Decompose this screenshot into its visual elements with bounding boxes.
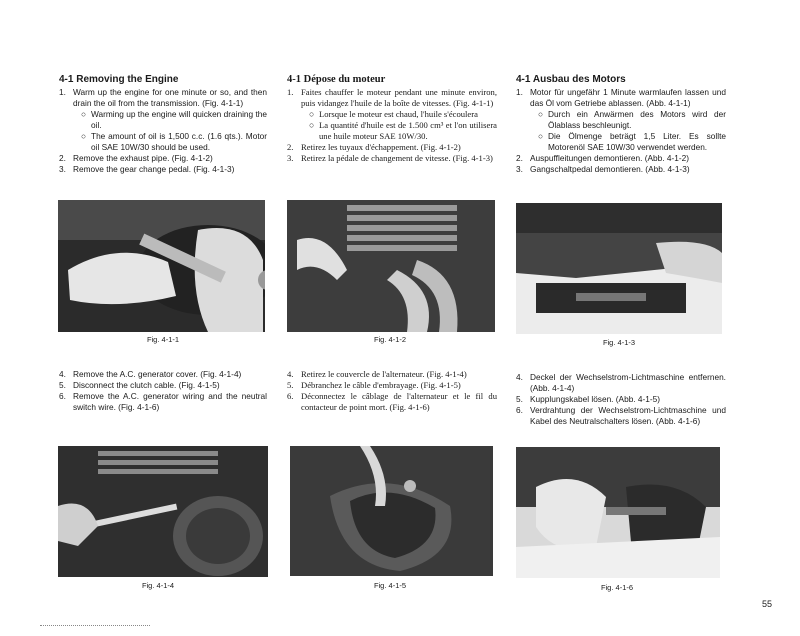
step-text: Gangschaltpedal demontieren. (Abb. 4-1-3): [530, 164, 690, 174]
step-text: Auspuffleitungen demontieren. (Abb. 4-1-2): [530, 153, 689, 163]
step-number: 5.: [59, 380, 66, 390]
step-number: 1.: [59, 87, 66, 97]
step-item: [516, 164, 726, 175]
note-item: [538, 109, 726, 131]
caption-fig-4-1-2: Fig. 4-1-2: [373, 335, 407, 344]
step-text: Retirez la pédale de changement de vitesse. (Fig. 4-1-3): [301, 153, 493, 163]
english-bottom-section: [59, 369, 267, 413]
bullet-circle-icon: ○: [309, 120, 315, 130]
french-steps-continued: [287, 369, 497, 413]
german-steps-continued: [516, 372, 726, 427]
step-text: Remove the A.C. generator cover. (Fig. 4-1-4): [73, 369, 242, 379]
english-steps: [59, 87, 267, 175]
footer-rule: [40, 625, 150, 626]
step-text: Déconnectez le câblage de l'alternateur et le fil du contacteur de point mort. (Fig. 4-1-6): [301, 391, 497, 412]
caption-fig-4-1-6: Fig. 4-1-6: [600, 583, 634, 592]
step-item: [516, 372, 726, 394]
step-item: [287, 142, 497, 153]
note-item: [309, 109, 497, 120]
step-number: 1.: [287, 87, 294, 97]
step-number: 4.: [516, 372, 523, 382]
english-steps-continued: [59, 369, 267, 413]
french-steps: [287, 87, 497, 164]
step-text: Remove the gear change pedal. (Fig. 4-1-3): [73, 164, 235, 174]
german-steps: [516, 87, 726, 175]
photo-fig-4-1-1: [58, 200, 265, 332]
step-number: 2.: [516, 153, 523, 163]
step-text: Kupplungskabel lösen. (Abb. 4-1-5): [530, 394, 661, 404]
step-item: [59, 153, 267, 164]
german-heading: 4-1 Ausbau des Motors: [516, 74, 626, 85]
step-number: 2.: [59, 153, 66, 163]
step-item: [59, 380, 267, 391]
step-number: 5.: [516, 394, 523, 404]
note-text: Durch ein Anwärmen des Motors wird der Ölablass beschleunigt.: [548, 109, 726, 130]
english-heading: 4-1 Removing the Engine: [59, 74, 179, 85]
step-number: 6.: [516, 405, 523, 415]
step-text: Remove the A.C. generator wiring and the neutral switch wire. (Fig. 4-1-6): [73, 391, 267, 412]
step-text: Disconnect the clutch cable. (Fig. 4-1-5): [73, 380, 220, 390]
note-text: Lorsque le moteur est chaud, l'huile s'écoulera: [319, 109, 478, 119]
note-text: Warming up the engine will quicken draining the oil.: [91, 109, 267, 130]
bullet-circle-icon: ○: [309, 109, 315, 119]
step-text: Motor für ungefähr 1 Minute warmlaufen lassen und das Öl vom Getriebe ablassen. (Abb. 4-1-1): [530, 87, 726, 108]
note-item: [309, 120, 497, 142]
note-text: The amount of oil is 1,500 c.c. (1.6 qts.). Motor oil SAE 10W/30 should be used.: [91, 131, 267, 152]
step-item: [287, 87, 497, 109]
step-text: Verdrahtung der Wechselstrom-Lichtmaschine und Kabel des Neutralschalters lösen. (Abb. 4-1-6): [530, 405, 726, 426]
german-top-section: [516, 74, 726, 175]
english-top-section: [59, 74, 267, 175]
step-text: Deckel der Wechselstrom-Lichtmaschine entfernen. (Abb. 4-1-4): [530, 372, 726, 393]
step-text: Débranchez le câble d'embrayage. (Fig. 4-1-5): [301, 380, 461, 390]
bullet-circle-icon: ○: [538, 131, 544, 141]
step-item: [516, 87, 726, 109]
step-text: Remove the exhaust pipe. (Fig. 4-1-2): [73, 153, 213, 163]
german-bottom-section: [516, 372, 726, 427]
page-number: 55: [761, 599, 772, 609]
bullet-circle-icon: ○: [81, 131, 87, 141]
step-item: [287, 369, 497, 380]
note-item: [81, 131, 267, 153]
step-number: 1.: [516, 87, 523, 97]
step-number: 4.: [59, 369, 66, 379]
french-bottom-section: [287, 369, 497, 413]
photo-fig-4-1-4: [58, 446, 268, 577]
note-item: [538, 131, 726, 153]
note-text: La quantité d'huile est de 1.500 cm³ et l'on utilisera une huile moteur SAE 10W/30.: [319, 120, 497, 141]
step-number: 3.: [516, 164, 523, 174]
step-text: Retirez le couvercle de l'alternateur. (Fig. 4-1-4): [301, 369, 467, 379]
bullet-circle-icon: ○: [538, 109, 544, 119]
step-number: 2.: [287, 142, 294, 152]
photo-fig-4-1-6: [516, 447, 720, 578]
step-number: 6.: [59, 391, 66, 401]
photo-fig-4-1-5: [290, 446, 493, 576]
step-text: Faites chauffer le moteur pendant une minute environ, puis vidangez l'huile de la boîte de vitesses. (Fig. 4-1-1): [301, 87, 497, 108]
step-item: [287, 153, 497, 164]
step-number: 4.: [287, 369, 294, 379]
step-item: [59, 87, 267, 109]
step-item: [59, 369, 267, 380]
step-text: Warm up the engine for one minute or so, and then drain the oil from the transmission. (Fig. 4-1-1): [73, 87, 267, 108]
step-text: Retirez les tuyaux d'échappement. (Fig. 4-1-2): [301, 142, 461, 152]
photo-fig-4-1-2: [287, 200, 495, 332]
caption-fig-4-1-1: Fig. 4-1-1: [146, 335, 180, 344]
step-number: 5.: [287, 380, 294, 390]
step-number: 6.: [287, 391, 294, 401]
step-item: [516, 405, 726, 427]
step-number: 3.: [287, 153, 294, 163]
note-text: Die Ölmenge beträgt 1,5 Liter. Es sollte Motorenöl SAE 10W/30 verwendet werden.: [548, 131, 726, 152]
step-number: 3.: [59, 164, 66, 174]
step-item: [516, 153, 726, 164]
caption-fig-4-1-3: Fig. 4-1-3: [602, 338, 636, 347]
french-top-section: [287, 74, 497, 164]
step-item: [287, 391, 497, 413]
step-item: [59, 391, 267, 413]
step-item: [287, 380, 497, 391]
caption-fig-4-1-5: Fig. 4-1-5: [373, 581, 407, 590]
step-item: [516, 394, 726, 405]
caption-fig-4-1-4: Fig. 4-1-4: [141, 581, 175, 590]
french-heading: 4-1 Dépose du moteur: [287, 74, 386, 85]
photo-fig-4-1-3: [516, 203, 722, 334]
step-item: [59, 164, 267, 175]
note-item: [81, 109, 267, 131]
bullet-circle-icon: ○: [81, 109, 87, 119]
